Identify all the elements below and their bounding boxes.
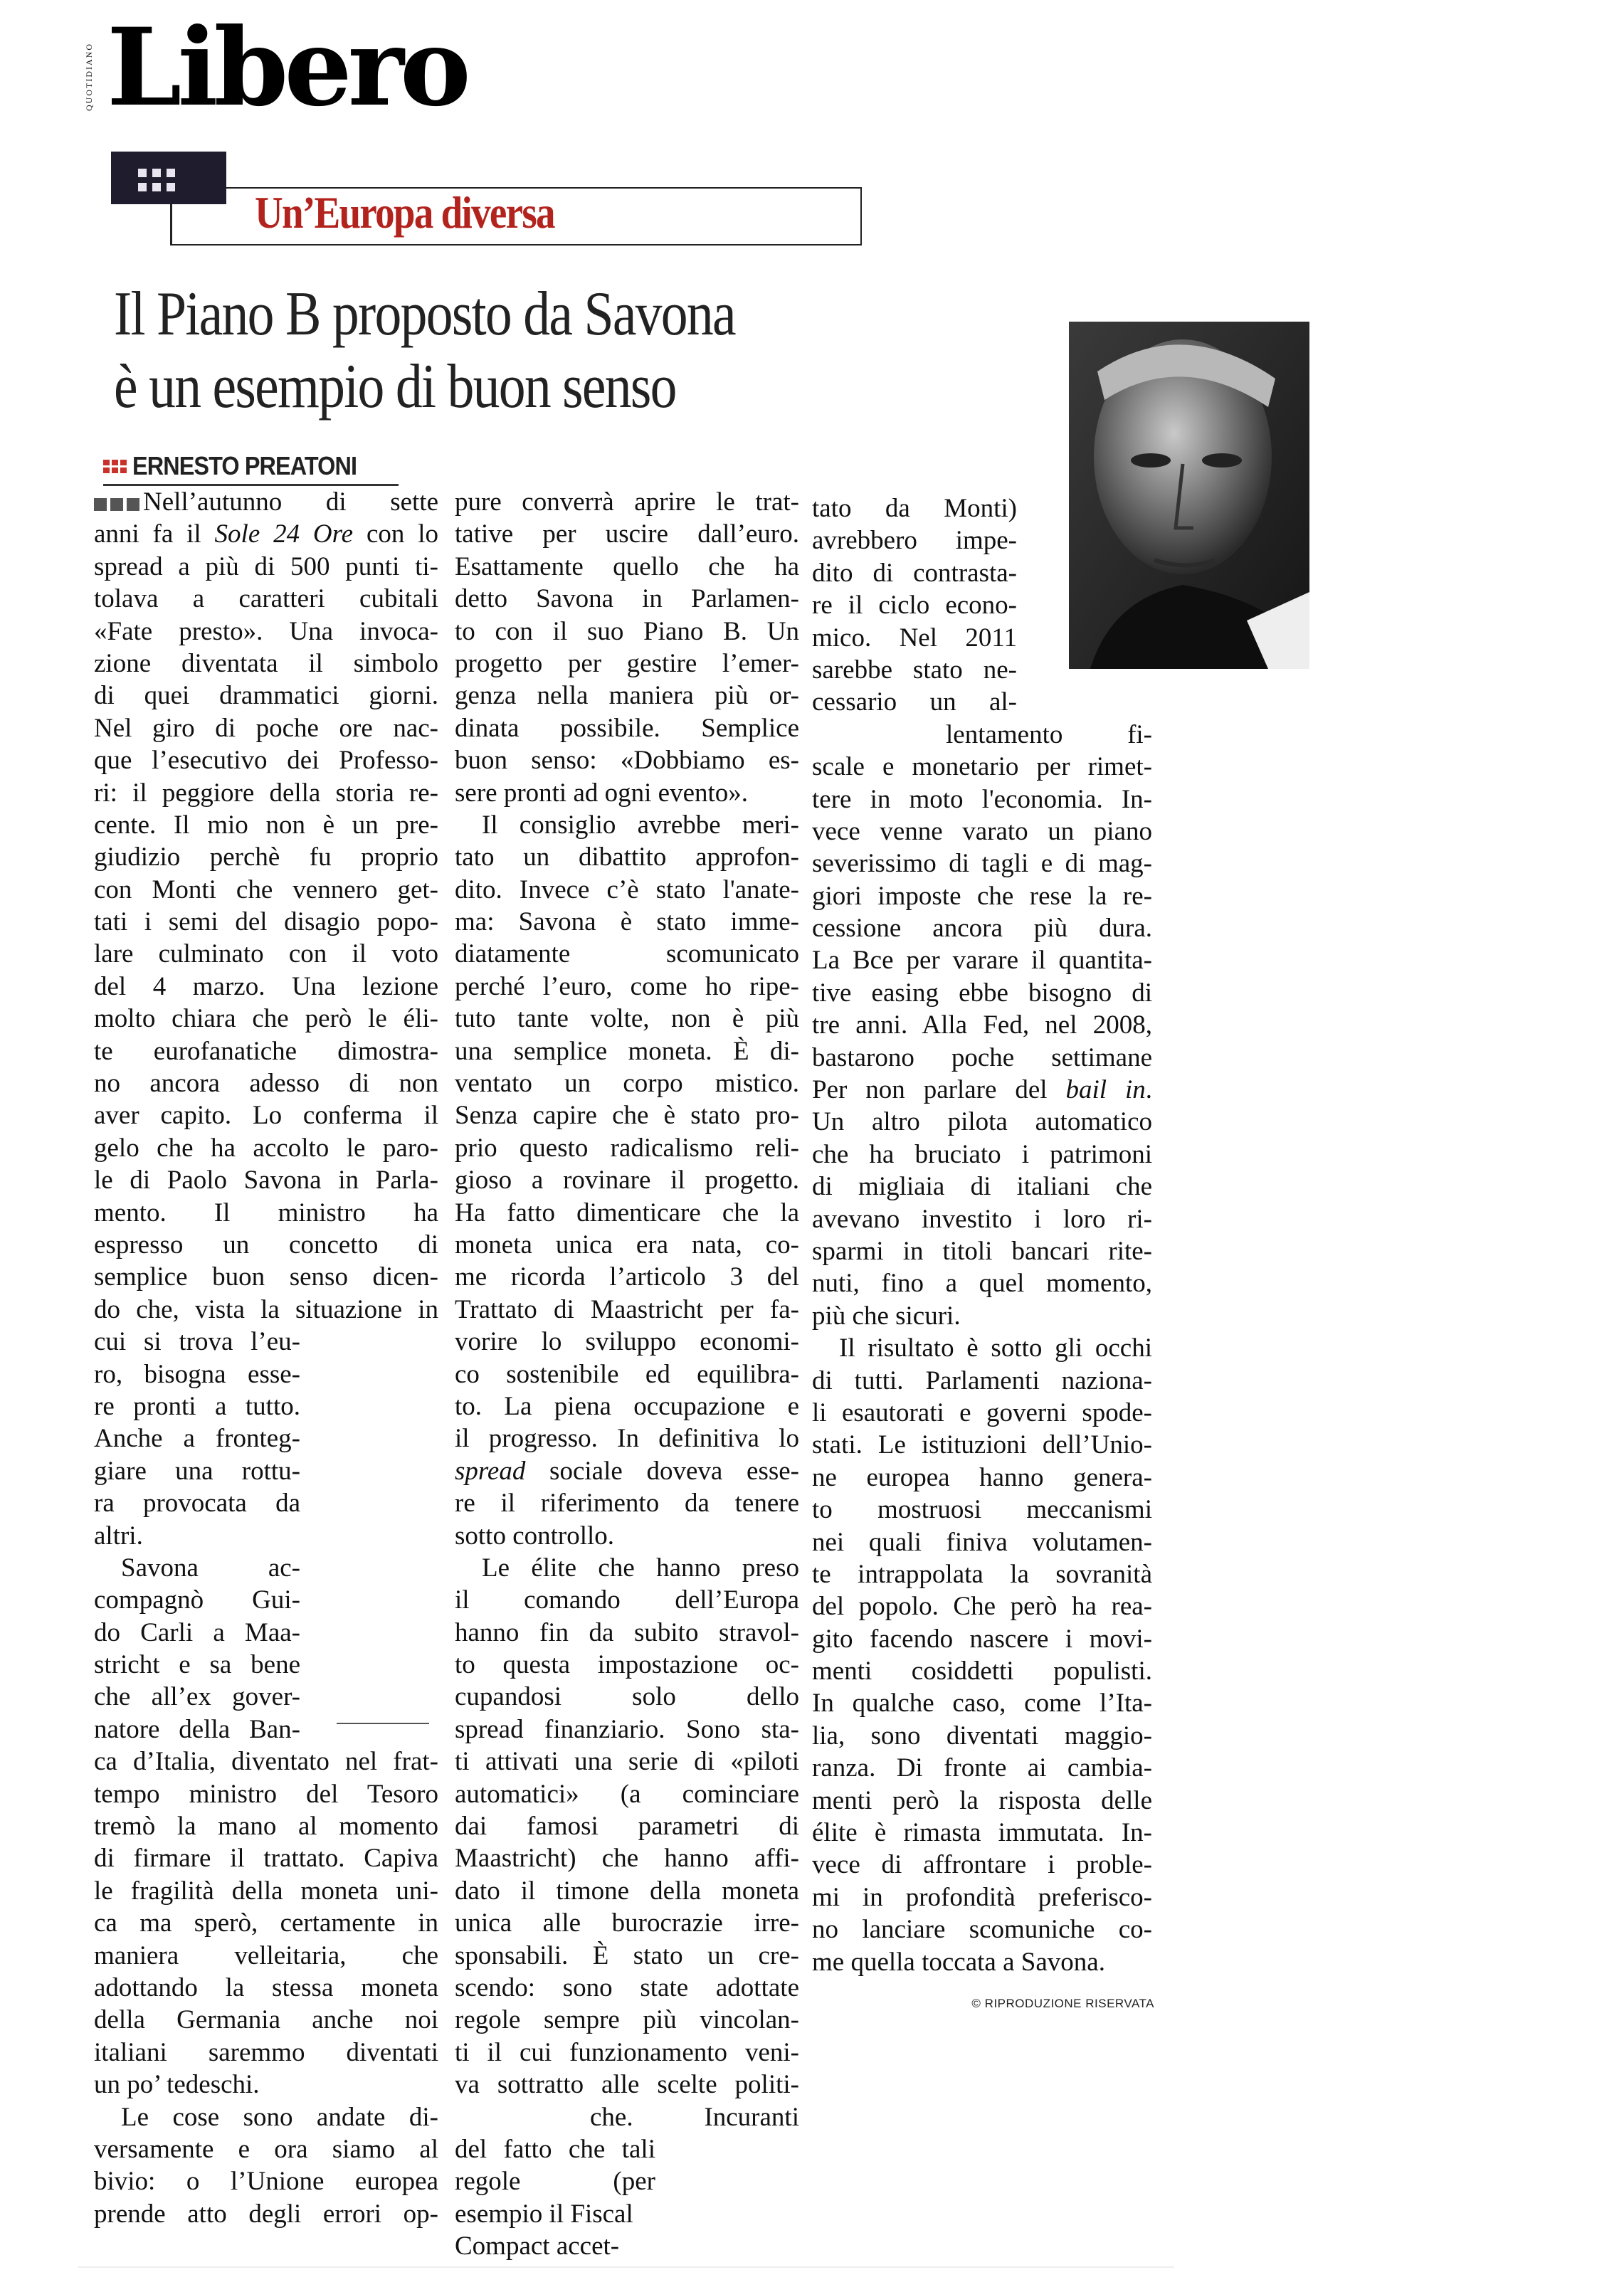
text-line: buon senso: «Dobbiamo es- — [455, 746, 799, 776]
text-line: vorire lo sviluppo economi- — [455, 1327, 799, 1357]
text-line: giare una rottu- — [94, 1456, 300, 1486]
text-line: cupandosi solo dello — [455, 1682, 799, 1712]
text-line: tative per uscire dall’euro. — [455, 519, 799, 549]
text-line: che all’ex gover- — [94, 1682, 300, 1712]
text-line: tremò la mano al momento — [94, 1812, 438, 1842]
text-line: natore della Ban- — [94, 1714, 300, 1744]
text-line: unica alle burocrazie irre- — [455, 1908, 799, 1938]
text-line: di tutti. Parlamenti naziona- — [812, 1366, 1152, 1395]
text-line: te eurofanatiche dimostra- — [94, 1036, 438, 1066]
text-line: le fragilità della moneta uni- — [94, 1876, 438, 1906]
text-line: stricht e sa bene — [94, 1650, 300, 1680]
section-title: Un’Europa diversa — [255, 187, 554, 238]
text-line: Nell’autunno di sette — [94, 486, 438, 518]
text-line: Esattamente quello che ha — [455, 551, 799, 581]
text-line: stati. Le istituzioni dell’Unio- — [812, 1430, 1152, 1460]
section-grid-icon — [111, 152, 226, 204]
text-line: re pronti a tutto. — [94, 1391, 300, 1421]
text-line: il progresso. In definitiva lo — [455, 1424, 799, 1454]
text-line: dinata possibile. Semplice — [455, 713, 799, 743]
text-line: sere pronti ad ogni evento». — [455, 778, 749, 808]
text-line: che. Incuranti — [590, 2102, 799, 2132]
text-line: Ha fatto dimenticare che la — [455, 1198, 799, 1227]
text-line: gito facendo nascere i movi- — [812, 1624, 1152, 1654]
text-line: dai famosi parametri di — [455, 1812, 799, 1842]
text-line: bivio: o l’Unione europea — [94, 2167, 438, 2197]
text-line: automatici» (a cominciare — [455, 1779, 799, 1809]
text-line: Il risultato è sotto gli occhi — [839, 1334, 1152, 1363]
text-line: diatamente scomunicato — [455, 939, 799, 969]
page-edge — [78, 2266, 1174, 2268]
text-line: cessario un al- — [812, 687, 1017, 717]
text-line: scale e monetario per rimet- — [812, 752, 1152, 782]
article-column-3 — [812, 492, 1152, 1978]
text-line: re il riferimento da tenere — [455, 1489, 799, 1519]
text-line: regole (per — [455, 2167, 655, 2197]
text-line: del fatto che tali — [455, 2134, 655, 2164]
text-line: Il consiglio avrebbe meri- — [482, 810, 799, 840]
text-line: bastarono poche settimane — [812, 1042, 1152, 1072]
article-column-1 — [94, 486, 438, 2230]
text-line: lare culminato con il voto — [94, 939, 438, 969]
text-line: pure converrà aprire le trat- — [455, 487, 799, 517]
text-line: tive easing ebbe bisogno di — [812, 978, 1152, 1008]
text-line: do Carli a Maa- — [94, 1617, 300, 1647]
text-line: cente. Il mio non è un pre- — [94, 810, 438, 840]
text-line: mi in profondità preferisco- — [812, 1882, 1152, 1912]
text-line: ti il cui funzionamento veni- — [455, 2037, 799, 2067]
text-line: lentamento fi- — [946, 719, 1152, 749]
text-line: cessione ancora più dura. — [812, 914, 1152, 944]
text-line: il comando dell’Europa — [455, 1585, 799, 1615]
text-line: vece di affrontare i proble- — [812, 1850, 1152, 1880]
text-line: di firmare il trattato. Capiva — [94, 1844, 438, 1874]
text-line: aver capito. Lo conferma il — [94, 1101, 438, 1131]
text-line: dito. Invece c’è stato l'anate- — [455, 875, 799, 904]
text-line: giudizio perchè fu proprio — [94, 843, 438, 872]
text-line: ne europea hanno genera- — [812, 1462, 1152, 1492]
text-line: zione diventata il simbolo — [94, 648, 438, 678]
text-line: vece venne varato un piano — [812, 816, 1152, 846]
text-line: anni fa il Sole 24 Ore con lo — [94, 519, 438, 549]
text-line: spread sociale doveva esse- — [455, 1456, 799, 1486]
text-line: tre anni. Alla Fed, nel 2008, — [812, 1010, 1152, 1040]
text-line: giori imposte che rese la re- — [812, 881, 1152, 911]
masthead-logo: Libero — [107, 5, 467, 130]
text-line: menti però la risposta delle — [812, 1785, 1152, 1815]
text-line: hanno fin da subito stravol- — [455, 1617, 799, 1647]
text-line: italiani saremmo diventati — [94, 2037, 438, 2067]
text-line: tuto tante volte, non è più — [455, 1004, 799, 1034]
text-line: La Bce per varare il quantita- — [812, 946, 1152, 976]
text-line: adottando la stessa moneta — [94, 1973, 438, 2002]
text-line: scendo: sono state adottate — [455, 1973, 799, 2002]
text-line: di migliaia di italiani che — [812, 1172, 1152, 1202]
text-line: nuti, fino a quel momento, — [812, 1269, 1152, 1299]
text-line: to mostruosi meccanismi — [812, 1495, 1152, 1525]
text-line: spread a più di 500 punti ti- — [94, 551, 438, 581]
text-line: severissimo di tagli e di mag- — [812, 849, 1152, 879]
divider-rule — [337, 1723, 429, 1724]
text-line: ro, bisogna esse- — [94, 1359, 300, 1389]
text-line: ra provocata da — [94, 1489, 300, 1519]
text-line: Anche a fronteg- — [94, 1424, 300, 1454]
text-line: compagnò Gui- — [94, 1585, 300, 1615]
text-line: élite è rimasta immutata. In- — [812, 1818, 1152, 1848]
text-line: semplice buon senso dicen- — [94, 1262, 438, 1292]
text-line: maniera velleitaria, che — [94, 1940, 438, 1970]
headline-line-1: Il Piano B proposto da Savona — [114, 280, 735, 349]
text-line: detto Savona in Parlamen- — [455, 584, 799, 614]
text-line: esempio il Fiscal — [455, 2199, 633, 2229]
text-line: nei quali finiva volutamen- — [812, 1527, 1152, 1557]
text-line: tato da Monti) — [812, 494, 1017, 523]
text-line: versamente e ora siamo al — [94, 2134, 438, 2164]
text-line: progetto per gestire l’emer- — [455, 648, 799, 678]
text-line: Nel giro di poche ore nac- — [94, 713, 438, 743]
text-line: tolava a caratteri cubitali — [94, 584, 438, 614]
text-line: del 4 marzo. Una lezione — [94, 971, 438, 1001]
text-line: del popolo. Che però ha rea- — [812, 1592, 1152, 1622]
text-line: me quella toccata a Savona. — [812, 1947, 1105, 1977]
text-line: sarebbe stato ne- — [812, 655, 1017, 685]
text-line: me ricorda l’articolo 3 del — [455, 1262, 799, 1292]
article-column-2 — [455, 486, 799, 2262]
text-line: sponsabili. È stato un cre- — [455, 1940, 799, 1970]
text-line: prende atto degli errori op- — [94, 2199, 438, 2229]
text-line: «Fate presto». Una invoca- — [94, 616, 438, 646]
text-line: che ha bruciato i patrimoni — [812, 1139, 1152, 1169]
text-line: co sostenibile ed equilibra- — [455, 1359, 799, 1389]
text-line: prio questo radicalismo reli- — [455, 1133, 799, 1163]
text-line: regole sempre più vincolan- — [455, 2005, 799, 2035]
text-line: tere in moto l'economia. In- — [812, 784, 1152, 814]
text-line: Un altro pilota automatico — [812, 1107, 1152, 1137]
text-line: Senza capire che è stato pro- — [455, 1101, 799, 1131]
text-line: ventato un corpo mistico. — [455, 1069, 799, 1099]
text-line: In qualche caso, come l’Ita- — [812, 1689, 1152, 1718]
text-line: dato il timone della moneta — [455, 1876, 799, 1906]
byline — [103, 451, 399, 486]
text-line: perché l’euro, come ho ripe- — [455, 971, 799, 1001]
text-line: Le élite che hanno preso — [482, 1553, 799, 1583]
text-line: no ancora adesso di non — [94, 1069, 438, 1099]
text-line: dito di contrasta- — [812, 558, 1017, 588]
text-line: do che, vista la situazione in — [94, 1294, 438, 1324]
text-line: della Germania anche noi — [94, 2005, 438, 2035]
byline-squares-icon — [103, 460, 127, 473]
text-line: Maastricht) che hanno affi- — [455, 1844, 799, 1874]
text-line: Per non parlare del bail in. — [812, 1075, 1152, 1105]
text-line: genza nella maniera più or- — [455, 681, 799, 711]
text-line: di quei drammatici giorni. — [94, 681, 438, 711]
text-line: mico. Nel 2011 — [812, 623, 1017, 653]
text-line: te intrappolata la sovranità — [812, 1559, 1152, 1589]
headline-line-2: è un esempio di buon senso — [114, 352, 676, 421]
text-line: gelo che ha accolto le paro- — [94, 1133, 438, 1163]
text-line: tati i semi del disagio popo- — [94, 907, 438, 937]
text-line: ri: il peggiore della storia re- — [94, 778, 438, 808]
text-line: cui si trova l’eu- — [94, 1327, 300, 1357]
text-line: que l’esecutivo dei Professo- — [94, 746, 438, 776]
text-line: mento. Il ministro ha — [94, 1198, 438, 1227]
text-line: più che sicuri. — [812, 1301, 961, 1331]
text-line: le di Paolo Savona in Parla- — [94, 1166, 438, 1195]
text-line: ca d’Italia, diventato nel frat- — [94, 1747, 438, 1777]
text-line: re il ciclo econo- — [812, 591, 1017, 620]
text-line: altri. — [94, 1521, 143, 1551]
text-line: un po’ tedeschi. — [94, 2070, 260, 2100]
text-line: no lanciare scomuniche co- — [812, 1915, 1152, 1945]
text-line: con Monti che vennero get- — [94, 875, 438, 904]
text-line: to. La piena occupazione e — [455, 1391, 799, 1421]
text-line: to con il suo Piano B. Un — [455, 616, 799, 646]
text-line: sparmi in titoli bancari rite- — [812, 1236, 1152, 1266]
text-line: menti cosiddetti populisti. — [812, 1657, 1152, 1686]
text-line: tato un dibattito approfon- — [455, 843, 799, 872]
text-line: spread finanziario. Sono sta- — [455, 1714, 799, 1744]
text-line: sotto controllo. — [455, 1521, 615, 1551]
text-line: va sottratto alle scelte politi- — [455, 2070, 799, 2100]
copyright-notice: © RIPRODUZIONE RISERVATA — [971, 1997, 1154, 2010]
text-line: li esautorati e governi spode- — [812, 1398, 1152, 1427]
text-line: tempo ministro del Tesoro — [94, 1779, 438, 1809]
text-line: ti attivati una serie di «piloti — [455, 1747, 799, 1777]
text-line: lia, sono diventati maggio- — [812, 1721, 1152, 1750]
text-line: moneta unica era nata, co- — [455, 1230, 799, 1259]
text-line: una semplice moneta. È di- — [455, 1036, 799, 1066]
author-name: ERNESTO PREATONI — [132, 451, 357, 480]
text-line: ma: Savona è stato imme- — [455, 907, 799, 937]
text-line: ranza. Di fronte ai cambia- — [812, 1753, 1152, 1783]
text-line: avevano investito i loro ri- — [812, 1204, 1152, 1234]
text-line: gioso a rovinare il progetto. — [455, 1166, 799, 1195]
text-line: molto chiara che però le éli- — [94, 1004, 438, 1034]
text-line: Le cose sono andate di- — [121, 2102, 438, 2132]
masthead-subtitle: QUOTIDIANO — [84, 43, 94, 111]
text-line: Compact accet- — [455, 2232, 620, 2261]
text-line: ca ma sperò, certamente in — [94, 1908, 438, 1938]
text-line: Savona ac- — [121, 1553, 300, 1583]
text-line: avrebbero impe- — [812, 526, 1017, 556]
text-line: espresso un concetto di — [94, 1230, 438, 1259]
text-line: Trattato di Maastricht per fa- — [455, 1294, 799, 1324]
text-line: to questa impostazione oc- — [455, 1650, 799, 1680]
